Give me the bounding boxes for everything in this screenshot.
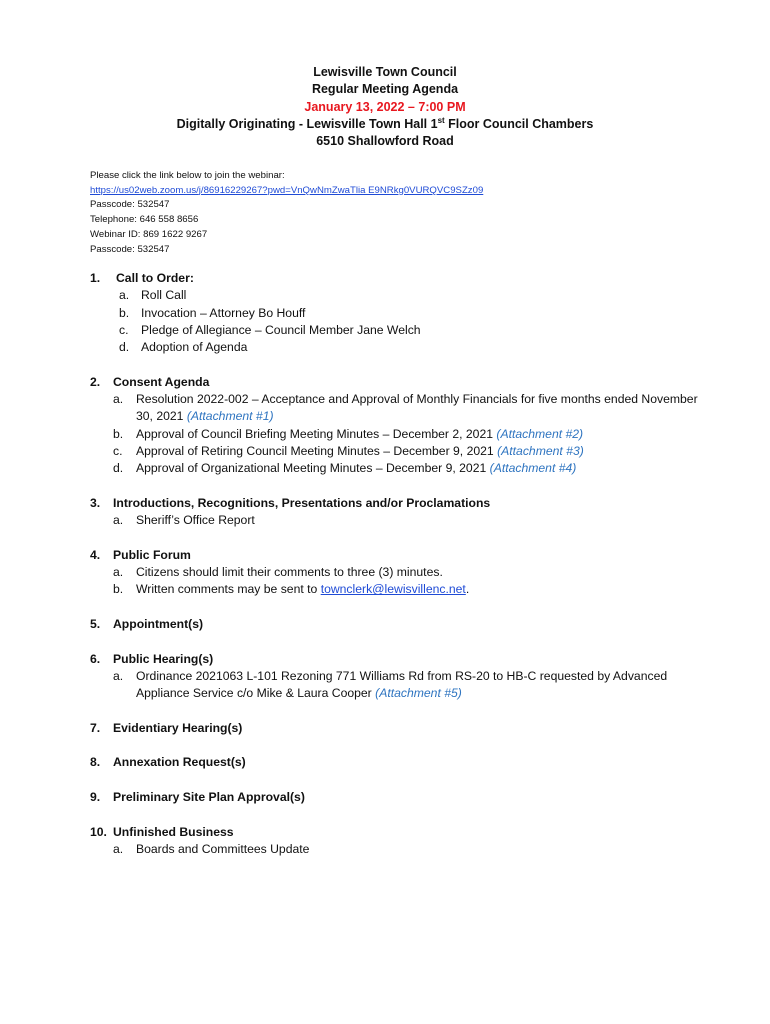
item-letter: b. bbox=[113, 582, 124, 597]
item-punctuation: . bbox=[465, 582, 470, 597]
agenda-item bbox=[90, 305, 710, 322]
webinar-passcode: Passcode: 532547 bbox=[90, 199, 170, 211]
item-letter: a. bbox=[113, 513, 124, 528]
section-heading bbox=[90, 824, 710, 841]
agenda-item bbox=[90, 322, 710, 339]
webinar-intro: Please click the link below to join the webinar: bbox=[90, 170, 285, 181]
section-number: 3. bbox=[90, 495, 101, 510]
webinar-phone-passcode: Passcode: 532547 bbox=[90, 243, 170, 255]
item-letter: b. bbox=[113, 426, 124, 441]
item-letter: b. bbox=[119, 305, 130, 320]
attachment-reference: (Attachment #2) bbox=[496, 426, 584, 441]
council-name: Lewisville Town Council bbox=[313, 65, 457, 79]
item-letter: c. bbox=[119, 322, 129, 337]
section-number: 8. bbox=[90, 755, 101, 770]
item-text: Ordinance 2021063 L-101 Rezoning 771 Williams Rd from RS-20 to HB-C requested by Advanced Appliance Service c/o Mike & Laura Cooper bbox=[136, 668, 668, 701]
section-title: Consent Agenda bbox=[113, 374, 210, 389]
item-text: Approval of Retiring Council Meeting Minutes – December 9, 2021 bbox=[136, 443, 498, 458]
agenda-item bbox=[90, 339, 710, 356]
agenda-item bbox=[90, 460, 710, 477]
item-letter: a. bbox=[119, 288, 130, 303]
agenda-section bbox=[90, 616, 710, 633]
section-title: Call to Order: bbox=[116, 271, 194, 285]
item-text: Citizens should limit their comments to three (3) minutes. bbox=[136, 565, 443, 580]
agenda-section bbox=[90, 270, 710, 356]
location-superscript: st bbox=[437, 115, 445, 125]
agenda-item bbox=[90, 512, 710, 529]
agenda-section bbox=[90, 547, 710, 599]
document-title: Regular Meeting Agenda bbox=[311, 82, 459, 97]
webinar-info bbox=[90, 169, 483, 257]
meeting-location bbox=[0, 116, 770, 133]
item-letter: a. bbox=[113, 392, 124, 407]
section-heading bbox=[90, 754, 710, 771]
attachment-reference: (Attachment #4) bbox=[489, 461, 577, 476]
agenda-item bbox=[90, 426, 710, 443]
item-letter: d. bbox=[113, 461, 124, 476]
section-title: Appointment(s) bbox=[113, 616, 204, 631]
item-text: Adoption of Agenda bbox=[141, 340, 248, 355]
section-heading bbox=[90, 547, 710, 564]
attachment-reference: (Attachment #3) bbox=[497, 443, 584, 458]
section-heading bbox=[90, 789, 710, 806]
item-text: Approval of Council Briefing Meeting Minutes – December 2, 2021 bbox=[136, 426, 497, 441]
item-text: Invocation – Attorney Bo Houff bbox=[141, 305, 306, 320]
agenda-item bbox=[90, 391, 710, 426]
section-heading bbox=[90, 270, 710, 287]
agenda-item bbox=[90, 564, 710, 581]
item-text: Roll Call bbox=[141, 288, 187, 303]
section-title: Public Hearing(s) bbox=[113, 651, 214, 666]
section-heading bbox=[90, 720, 710, 737]
section-title: Introductions, Recognitions, Presentations and/or Proclamations bbox=[113, 495, 491, 510]
agenda-list bbox=[90, 270, 710, 875]
email-link[interactable]: townclerk@lewisvillenc.net bbox=[320, 582, 466, 597]
agenda-item bbox=[90, 443, 710, 460]
item-letter: c. bbox=[113, 443, 123, 458]
section-title: Annexation Request(s) bbox=[113, 755, 246, 770]
item-letter: a. bbox=[113, 668, 124, 683]
section-number: 1. bbox=[90, 271, 101, 285]
section-number: 5. bbox=[90, 616, 101, 631]
item-letter: d. bbox=[119, 340, 130, 355]
item-letter: a. bbox=[113, 565, 124, 580]
section-number: 9. bbox=[90, 789, 101, 804]
agenda-section bbox=[90, 789, 710, 806]
section-number: 7. bbox=[90, 720, 101, 735]
agenda-section bbox=[90, 495, 710, 530]
section-heading bbox=[90, 495, 710, 512]
agenda-item bbox=[90, 841, 710, 858]
item-letter: a. bbox=[113, 841, 124, 856]
item-text: Approval of Organizational Meeting Minutes – December 9, 2021 bbox=[136, 461, 490, 476]
section-title: Public Forum bbox=[113, 547, 191, 562]
section-heading bbox=[90, 374, 710, 391]
section-title: Evidentiary Hearing(s) bbox=[113, 720, 243, 735]
meeting-date: January 13, 2022 – 7:00 PM bbox=[304, 99, 466, 114]
item-text: Sheriff’s Office Report bbox=[136, 513, 255, 528]
agenda-section bbox=[90, 754, 710, 771]
item-text: Boards and Committees Update bbox=[136, 841, 310, 856]
agenda-section bbox=[90, 651, 710, 703]
section-title: Preliminary Site Plan Approval(s) bbox=[113, 789, 305, 804]
location-text: Digitally Originating - Lewisville Town Hall 1 bbox=[176, 116, 438, 131]
agenda-section bbox=[90, 374, 710, 478]
webinar-link[interactable]: https://us02web.zoom.us/j/86916229267?pwd=VnQwNmZwaTlia E9NRkg0VURQVC9SZz09 bbox=[90, 184, 484, 196]
section-title: Unfinished Business bbox=[113, 824, 234, 839]
webinar-id: Webinar ID: 869 1622 9267 bbox=[90, 228, 208, 240]
attachment-reference: (Attachment #1) bbox=[186, 409, 274, 424]
agenda-section bbox=[90, 824, 710, 859]
meeting-address: 6510 Shallowford Road bbox=[316, 134, 454, 149]
webinar-telephone: Telephone: 646 558 8656 bbox=[90, 214, 199, 226]
section-heading bbox=[90, 616, 710, 633]
location-text-end: Floor Council Chambers bbox=[444, 116, 594, 131]
section-number: 4. bbox=[90, 547, 101, 562]
section-number: 2. bbox=[90, 374, 101, 389]
agenda-section bbox=[90, 720, 710, 737]
item-text: Pledge of Allegiance – Council Member Jane Welch bbox=[141, 322, 421, 337]
item-text: Written comments may be sent to bbox=[136, 582, 321, 597]
agenda-item bbox=[90, 668, 710, 703]
document-header bbox=[0, 64, 770, 150]
agenda-item bbox=[90, 287, 710, 304]
section-number: 6. bbox=[90, 651, 101, 666]
attachment-reference: (Attachment #5) bbox=[375, 686, 462, 701]
section-number: 10. bbox=[90, 824, 107, 839]
item-text: Resolution 2022-002 – Acceptance and Approval of Monthly Financials for five months ended November 30, 2021 bbox=[136, 392, 698, 424]
agenda-item bbox=[90, 581, 710, 598]
section-heading bbox=[90, 651, 710, 668]
